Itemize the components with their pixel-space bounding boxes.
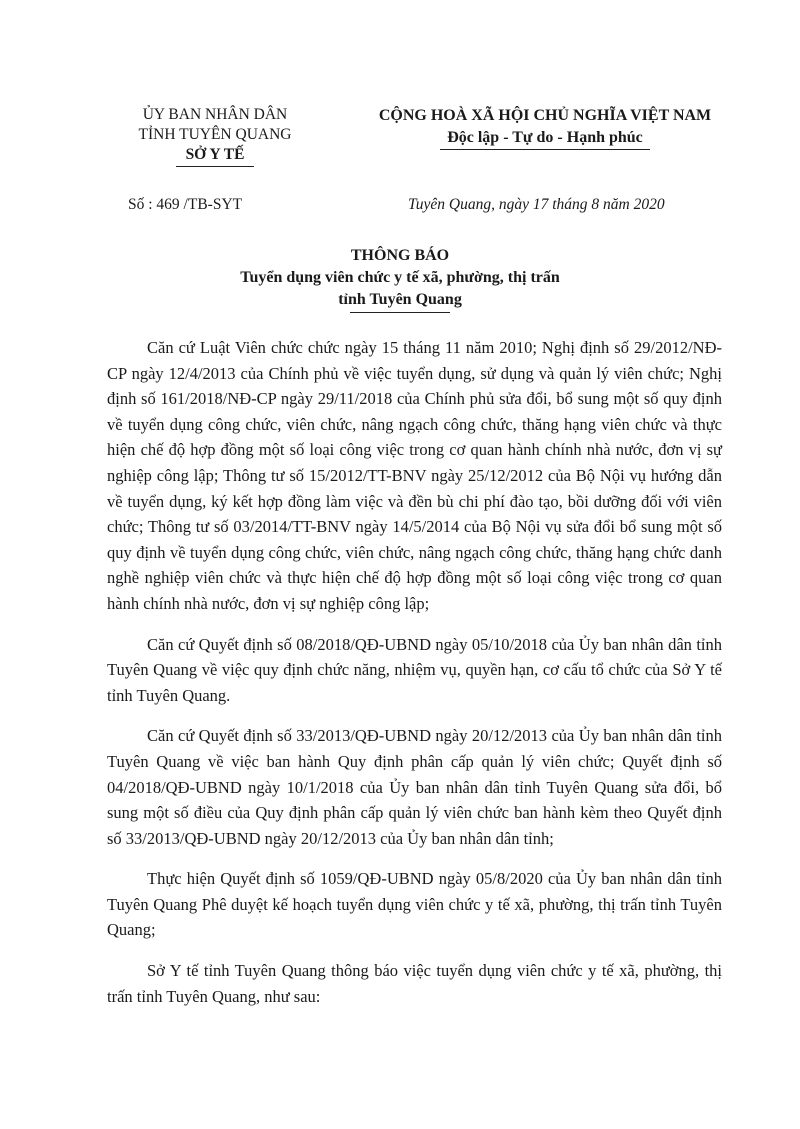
issuing-authority — [100, 105, 330, 167]
document-date: Tuyên Quang, ngày 17 tháng 8 năm 2020 — [408, 196, 665, 213]
body-paragraph: Sở Y tế tỉnh Tuyên Quang thông báo việc tuyển dụng viên chức y tế xã, phường, thị trấn tỉnh Tuyên Quang, như sau: — [107, 961, 722, 1006]
body-paragraph: Căn cứ Quyết định số 08/2018/QĐ-UBND ngày 05/10/2018 của Ủy ban nhân dân tỉnh Tuyên Quang về việc quy định chức năng, nhiệm vụ, quyền hạn, cơ cấu tổ chức của Sở Y tế tỉnh Tuyên Quang. — [107, 634, 722, 705]
org-line-2: TỈNH TUYÊN QUANG — [138, 126, 292, 143]
national-motto: Độc lập - Tự do - Hạnh phúc — [447, 129, 643, 146]
org-line-1: ỦY BAN NHÂN DÂN — [142, 106, 288, 123]
document-subject-line-2: tỉnh Tuyên Quang — [338, 291, 462, 308]
document-type: THÔNG BÁO — [350, 247, 450, 264]
national-heading — [345, 105, 745, 150]
body-paragraph: Căn cứ Luật Viên chức chức ngày 15 tháng 11 năm 2010; Nghị định số 29/2012/NĐ-CP ngày 12/4/2013 của Chính phủ về việc tuyển dụng, sử dụng và quản lý viên chức; Nghị định số 161/2018/NĐ-CP ngày 29/11/2018 của Chính phủ sửa đổi, bổ sung một số quy định về tuyển dụng công chức, viên chức, nâng ngạch công chức, thăng hạng viên chức và thực hiện chế độ hợp đồng một số loại công việc trong cơ quan hành chính nhà nước, đơn vị sự nghiệp công lập; Thông tư số 15/2012/TT-BNV ngày 25/12/2012 của Bộ Nội vụ hướng dẫn về tuyển dụng, ký kết hợp đồng làm việc và đền bù chi phí đào tạo, bồi dưỡng đối với viên chức; Thông tư số 03/2014/TT-BNV ngày 14/5/2014 của Bộ Nội vụ sửa đổi bổ sung một số quy định về tuyển dụng công chức, viên chức, nâng ngạch công chức, thăng hạng chức danh nghề nghiệp viên chức và thực hiện chế độ hợp đồng một số loại công việc trong cơ quan hành chính nhà nước, đơn vị sự nghiệp công lập; — [107, 338, 722, 613]
document-number: Số : 469 /TB-SYT — [128, 196, 243, 213]
document-subject-line-1: Tuyển dụng viên chức y tế xã, phường, thị trấn — [240, 269, 560, 286]
document-title — [150, 245, 650, 313]
document-body — [107, 335, 722, 1024]
department-name: SỞ Y TẾ — [185, 146, 245, 163]
country-name: CỘNG HOÀ XÃ HỘI CHỦ NGHĨA VIỆT NAM — [378, 107, 712, 124]
body-paragraph: Thực hiện Quyết định số 1059/QĐ-UBND ngày 05/8/2020 của Ủy ban nhân dân tỉnh Tuyên Quang Phê duyệt kế hoạch tuyển dụng viên chức y tế xã, phường, thị trấn tỉnh Tuyên Quang; — [107, 869, 722, 940]
department-underline — [176, 166, 254, 167]
body-paragraph: Căn cứ Quyết định số 33/2013/QĐ-UBND ngày 20/12/2013 của Ủy ban nhân dân tỉnh Tuyên Quang về việc ban hành Quy định phân cấp quản lý viên chức; Quyết định số 04/2018/QĐ-UBND ngày 10/1/2018 của Ủy ban nhân dân tỉnh Tuyên Quang sửa đổi, bổ sung một số điều của Quy định phân cấp quản lý viên chức ban hành kèm theo Quyết định số 33/2013/QĐ-UBND ngày 20/12/2013 của Ủy ban nhân dân tỉnh; — [107, 726, 722, 848]
title-underline — [350, 312, 450, 313]
motto-underline — [440, 149, 650, 150]
